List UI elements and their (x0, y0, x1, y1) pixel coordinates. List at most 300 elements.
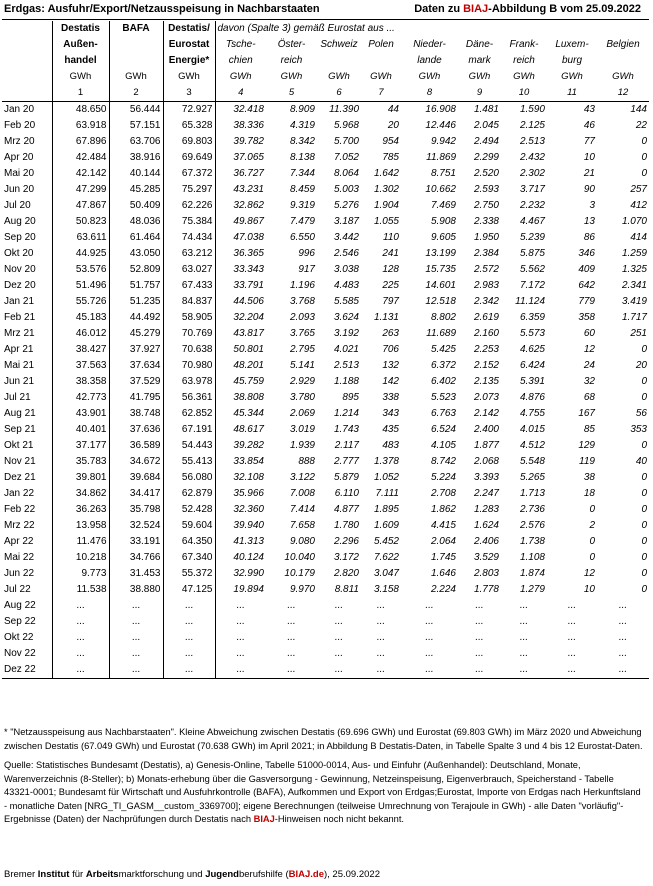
table-row (2, 118, 649, 134)
value-cell: 1.052 (373, 472, 399, 483)
value-cell: 414 (630, 232, 647, 243)
value-cell: 3.393 (473, 472, 499, 483)
value-cell: 58.905 (163, 310, 215, 326)
value-cell: 44.506 (233, 296, 264, 307)
month-cell: Mrz 22 (2, 518, 52, 534)
table-row (2, 470, 649, 486)
value-cell: 63.611 (52, 230, 109, 246)
month-cell: Sep 22 (2, 614, 52, 630)
value-cell: 1.325 (621, 264, 647, 275)
value-cell: 36.727 (233, 168, 264, 179)
value-cell: 2.406 (473, 536, 499, 547)
month-cell: Feb 21 (2, 310, 52, 326)
value-cell: ... (334, 600, 344, 611)
value-cell: 2.232 (519, 200, 545, 211)
value-cell: 0 (641, 488, 647, 499)
month-cell: Aug 22 (2, 598, 52, 614)
value-cell: 54.443 (163, 438, 215, 454)
value-cell: 33.791 (233, 280, 264, 291)
value-cell: 1.378 (373, 456, 399, 467)
column-header (401, 21, 458, 69)
value-cell: 7.344 (289, 168, 315, 179)
value-cell: ... (109, 598, 163, 614)
value-cell: ... (52, 646, 109, 662)
value-cell: 1.214 (333, 408, 359, 419)
value-cell: 11.124 (515, 296, 545, 307)
value-cell: 338 (382, 392, 399, 403)
value-cell: ... (163, 646, 215, 662)
value-cell: 5.239 (519, 232, 545, 243)
value-cell: 56.444 (109, 102, 163, 119)
value-cell: 954 (382, 136, 399, 147)
column-title: Däne- mark (465, 39, 494, 66)
value-cell: 39.801 (52, 470, 109, 486)
column-title: Belgien (606, 39, 640, 50)
table-row (2, 182, 649, 198)
value-cell: 3.047 (373, 568, 399, 579)
column-header (458, 21, 501, 69)
value-cell: 2.736 (519, 504, 545, 515)
value-cell: ... (236, 616, 245, 627)
column-header (109, 21, 163, 69)
value-cell: 46.012 (52, 326, 109, 342)
value-cell: 1.055 (373, 216, 399, 227)
value-cell: ... (236, 632, 245, 643)
value-cell: 10.662 (425, 184, 456, 195)
value-cell: 2.494 (473, 136, 499, 147)
value-cell: 2.296 (333, 536, 359, 547)
value-cell: ... (425, 600, 434, 611)
value-cell: ... (287, 648, 296, 659)
month-cell: Dez 22 (2, 662, 52, 679)
value-cell: 1.283 (473, 504, 499, 515)
value-cell: 1.745 (430, 552, 456, 563)
value-cell: 56.361 (163, 390, 215, 406)
value-cell: 2.135 (473, 376, 499, 387)
value-cell: 48.201 (233, 360, 264, 371)
eurostat-note: davon (Spalte 3) gemäß Eurostat aus ... (217, 23, 395, 34)
value-cell: 56.080 (163, 470, 215, 486)
value-cell: ... (458, 662, 501, 679)
value-cell: 1.778 (473, 584, 499, 595)
value-cell: ... (376, 616, 386, 627)
value-cell: 0 (641, 136, 647, 147)
value-cell: ... (317, 662, 361, 679)
table-row (2, 230, 649, 246)
table-row (2, 582, 649, 598)
unit-row (2, 69, 649, 102)
value-cell: 6.524 (430, 424, 456, 435)
column-title: Frank- reich (509, 39, 539, 66)
value-cell: ... (52, 630, 109, 646)
value-cell: 7.052 (333, 152, 359, 163)
value-cell: 40.144 (109, 166, 163, 182)
value-cell: 20 (635, 360, 647, 371)
month-cell: Dez 21 (2, 470, 52, 486)
month-cell: Okt 22 (2, 630, 52, 646)
value-cell: 9.970 (289, 584, 315, 595)
value-cell: 0 (589, 552, 595, 563)
value-cell: ... (376, 648, 386, 659)
value-cell: 1.481 (473, 104, 499, 115)
value-cell: 4.877 (333, 504, 359, 515)
value-cell: 12.518 (425, 296, 456, 307)
month-cell: Jul 20 (2, 198, 52, 214)
value-cell: ... (334, 648, 344, 659)
value-cell: 9.773 (52, 566, 109, 582)
value-cell: 8.811 (334, 584, 359, 595)
value-cell: 7.008 (289, 488, 315, 499)
month-cell: Jan 22 (2, 486, 52, 502)
value-cell: 51.757 (109, 278, 163, 294)
table-row (2, 358, 649, 374)
month-cell: Feb 20 (2, 118, 52, 134)
value-cell: 11.689 (426, 328, 456, 339)
value-cell: 3.529 (473, 552, 499, 563)
column-title: Destatis/ Eurostat Energie* (168, 23, 210, 66)
value-cell: 5.573 (519, 328, 545, 339)
table-row (2, 662, 649, 679)
table-row (2, 502, 649, 518)
value-cell: 5.908 (430, 216, 456, 227)
value-cell: 10.179 (284, 568, 315, 579)
value-cell: 3.172 (333, 552, 359, 563)
value-cell: ... (567, 632, 577, 643)
value-cell: 2.069 (289, 408, 315, 419)
value-cell: 4.415 (430, 520, 456, 531)
value-cell: 38.748 (109, 406, 163, 422)
value-cell: 32.524 (109, 518, 163, 534)
month-cell: Mrz 21 (2, 326, 52, 342)
value-cell: ... (567, 600, 577, 611)
column-title: Tsche- chien (225, 39, 256, 66)
value-cell: 45.183 (52, 310, 109, 326)
value-cell: 34.417 (109, 486, 163, 502)
column-unit: GWh 4 (215, 69, 266, 102)
value-cell: 11.476 (52, 534, 109, 550)
value-cell: 5.003 (333, 184, 359, 195)
table-row (2, 374, 649, 390)
value-cell: 48.650 (52, 102, 109, 119)
table-row (2, 294, 649, 310)
value-cell: 3.780 (289, 392, 315, 403)
column-unit: GWh 3 (163, 69, 215, 102)
value-cell: 4.105 (430, 440, 456, 451)
value-cell: 52.428 (163, 502, 215, 518)
value-cell: 45.344 (233, 408, 264, 419)
value-cell: 2.142 (473, 408, 499, 419)
value-cell: 50.801 (233, 344, 264, 355)
value-cell: 41.313 (233, 536, 264, 547)
value-cell: 0 (641, 392, 647, 403)
value-cell: 40.124 (233, 552, 264, 563)
table-row (2, 390, 649, 406)
column-title: Luxem- burg (555, 39, 589, 66)
value-cell: 1.108 (519, 552, 545, 563)
value-cell: 64.350 (163, 534, 215, 550)
month-cell: Nov 21 (2, 454, 52, 470)
value-cell: 37.634 (109, 358, 163, 374)
footer-link[interactable]: BIAJ.de (288, 869, 324, 880)
value-cell: 86 (583, 232, 595, 243)
value-cell: 38.336 (233, 120, 264, 131)
table-row (2, 326, 649, 342)
value-cell: 7.414 (289, 504, 315, 515)
value-cell: 67.191 (163, 422, 215, 438)
value-cell: 2.384 (473, 248, 499, 259)
value-cell: ... (334, 616, 344, 627)
table-row (2, 198, 649, 214)
value-cell: 40 (635, 456, 647, 467)
value-cell: 4.755 (519, 408, 545, 419)
value-cell: 2.160 (473, 328, 499, 339)
value-cell: 44.492 (109, 310, 163, 326)
value-cell: 9.080 (289, 536, 315, 547)
value-cell: 15.735 (425, 264, 456, 275)
value-cell: 38.358 (52, 374, 109, 390)
column-title: Polen (368, 39, 394, 50)
value-cell: 7.172 (519, 280, 545, 291)
value-cell: 51.496 (52, 278, 109, 294)
value-cell: ... (425, 648, 434, 659)
value-cell: 2.513 (519, 136, 545, 147)
column-title: Nieder- lande (413, 39, 446, 66)
value-cell: 5.700 (333, 136, 359, 147)
month-cell: Mrz 20 (2, 134, 52, 150)
value-cell: 2.929 (289, 376, 315, 387)
column-unit: GWh 11 (547, 69, 597, 102)
value-cell: 0 (641, 344, 647, 355)
value-cell: 37.927 (109, 342, 163, 358)
value-cell: 3.624 (333, 312, 359, 323)
table-row (2, 214, 649, 230)
value-cell: ... (519, 616, 529, 627)
value-cell: 63.706 (109, 134, 163, 150)
month-cell: Jan 21 (2, 294, 52, 310)
value-cell: ... (501, 662, 547, 679)
value-cell: 895 (342, 392, 359, 403)
table-row (2, 262, 649, 278)
value-cell: 343 (382, 408, 399, 419)
month-cell: Okt 20 (2, 246, 52, 262)
column-unit: GWh 12 (597, 69, 649, 102)
month-cell: Aug 21 (2, 406, 52, 422)
value-cell: 5.224 (430, 472, 456, 483)
value-cell: 22 (635, 120, 647, 131)
column-unit: GWh 6 (317, 69, 361, 102)
value-cell: 263 (382, 328, 399, 339)
month-cell: Mai 22 (2, 550, 52, 566)
value-cell: 0 (641, 168, 647, 179)
value-cell: 785 (382, 152, 399, 163)
value-cell: 0 (641, 504, 647, 515)
value-cell: 19.894 (233, 584, 264, 595)
value-cell: 241 (382, 248, 399, 259)
value-cell: 10 (583, 584, 595, 595)
value-cell: 7.469 (430, 200, 456, 211)
value-cell: ... (519, 632, 529, 643)
value-cell: 85 (583, 424, 595, 435)
column-header (597, 21, 649, 69)
value-cell: 35.798 (109, 502, 163, 518)
month-cell: Jul 22 (2, 582, 52, 598)
value-cell: 32.108 (233, 472, 264, 483)
table-row (2, 486, 649, 502)
value-cell: 7.622 (373, 552, 399, 563)
column-unit: GWh 1 (52, 69, 109, 102)
value-cell: 3 (589, 200, 595, 211)
value-cell: 346 (578, 248, 595, 259)
value-cell: 37.636 (109, 422, 163, 438)
value-cell: 13.958 (52, 518, 109, 534)
value-cell: 2.093 (289, 312, 315, 323)
value-cell: 8.742 (430, 456, 456, 467)
value-cell: 62.879 (163, 486, 215, 502)
month-cell: Dez 20 (2, 278, 52, 294)
value-cell: ... (163, 598, 215, 614)
month-cell: Apr 20 (2, 150, 52, 166)
value-cell: 2.152 (473, 360, 499, 371)
value-cell: 24 (583, 360, 595, 371)
value-cell: 50.823 (52, 214, 109, 230)
value-cell: 2.064 (430, 536, 456, 547)
month-cell: Apr 22 (2, 534, 52, 550)
value-cell: 3.768 (289, 296, 315, 307)
value-cell: 3.158 (373, 584, 399, 595)
value-cell: 779 (578, 296, 595, 307)
value-cell: 2.299 (473, 152, 499, 163)
value-cell: 4.319 (289, 120, 315, 131)
value-cell: 3.717 (519, 184, 545, 195)
value-cell: 43.231 (233, 184, 264, 195)
value-cell: ... (163, 630, 215, 646)
table-row (2, 278, 649, 294)
value-cell: ... (376, 632, 386, 643)
value-cell: 2.576 (519, 520, 545, 531)
value-cell: 0 (589, 536, 595, 547)
month-cell: Okt 21 (2, 438, 52, 454)
value-cell: 18 (583, 488, 595, 499)
document-date-label (414, 3, 641, 15)
value-cell: 2.572 (473, 264, 499, 275)
value-cell: 8.138 (289, 152, 315, 163)
value-cell: 67.433 (163, 278, 215, 294)
value-cell: 67.340 (163, 550, 215, 566)
column-unit: GWh 7 (361, 69, 401, 102)
value-cell: 45.279 (109, 326, 163, 342)
value-cell: 49.867 (233, 216, 264, 227)
value-cell: 32.360 (233, 504, 264, 515)
value-cell: 1.131 (373, 312, 399, 323)
value-cell: 8.802 (430, 312, 456, 323)
value-cell: 6.402 (430, 376, 456, 387)
value-cell: 1.713 (519, 488, 545, 499)
table-row (2, 454, 649, 470)
value-cell: 5.879 (333, 472, 359, 483)
column-unit: GWh 8 (401, 69, 458, 102)
value-cell: 7.111 (375, 488, 399, 499)
value-cell: ... (236, 648, 245, 659)
value-cell: 2.125 (519, 120, 545, 131)
value-cell: 11.869 (426, 152, 456, 163)
value-cell: 1.780 (333, 520, 359, 531)
value-cell: 75.384 (163, 214, 215, 230)
table-row (2, 134, 649, 150)
value-cell: 3.192 (333, 328, 359, 339)
value-cell: ... (287, 616, 296, 627)
value-cell: 0 (641, 376, 647, 387)
value-cell: 2 (589, 520, 595, 531)
footer-part: Bremer (4, 869, 38, 880)
table-row (2, 422, 649, 438)
value-cell: 75.297 (163, 182, 215, 198)
value-cell: 917 (298, 264, 315, 275)
value-cell: 10.040 (284, 552, 315, 563)
value-cell: 353 (630, 424, 647, 435)
value-cell: 35.966 (233, 488, 264, 499)
month-cell: Nov 22 (2, 646, 52, 662)
column-unit: GWh 2 (109, 69, 163, 102)
value-cell: ... (109, 630, 163, 646)
value-cell: 11.538 (52, 582, 109, 598)
value-cell: 2.983 (473, 280, 499, 291)
value-cell: 4.876 (519, 392, 545, 403)
value-cell: 5.523 (430, 392, 456, 403)
value-cell: 12 (583, 344, 595, 355)
value-cell: 9.605 (430, 232, 456, 243)
value-cell: 32 (583, 376, 595, 387)
value-cell: 39.940 (233, 520, 264, 531)
value-cell: 38.427 (52, 342, 109, 358)
value-cell: 4.512 (519, 440, 545, 451)
value-cell: 62.226 (163, 198, 215, 214)
value-cell: 60 (583, 328, 595, 339)
value-cell: 1.950 (473, 232, 499, 243)
source-suffix: -Hinweisen noch nicht bekannt. (274, 814, 404, 824)
value-cell: 47.299 (52, 182, 109, 198)
value-cell: 44 (387, 104, 399, 115)
month-cell: Jan 20 (2, 102, 52, 119)
value-cell: 996 (298, 248, 315, 259)
value-cell: 11.390 (329, 104, 359, 115)
value-cell: 642 (578, 280, 595, 291)
value-cell: 3.442 (333, 232, 359, 243)
value-cell: 40.401 (52, 422, 109, 438)
month-cell: Jun 20 (2, 182, 52, 198)
value-cell: ... (215, 662, 266, 679)
value-cell: 52.809 (109, 262, 163, 278)
value-cell: 1.590 (519, 104, 545, 115)
value-cell: 33.854 (233, 456, 264, 467)
value-cell: 6.372 (430, 360, 456, 371)
value-cell: 1.070 (621, 216, 647, 227)
value-cell: 42.773 (52, 390, 109, 406)
value-cell: ... (597, 662, 649, 679)
value-cell: 2.820 (333, 568, 359, 579)
value-cell: 32.862 (233, 200, 264, 211)
month-cell: Jul 21 (2, 390, 52, 406)
value-cell: 46 (583, 120, 595, 131)
value-cell: ... (567, 648, 577, 659)
value-cell: ... (287, 600, 296, 611)
value-cell: 6.763 (430, 408, 456, 419)
value-cell: ... (266, 662, 317, 679)
value-cell: 56 (635, 408, 647, 419)
value-cell: 57.151 (109, 118, 163, 134)
value-cell: 4.483 (333, 280, 359, 291)
value-cell: 62.852 (163, 406, 215, 422)
table-row (2, 646, 649, 662)
